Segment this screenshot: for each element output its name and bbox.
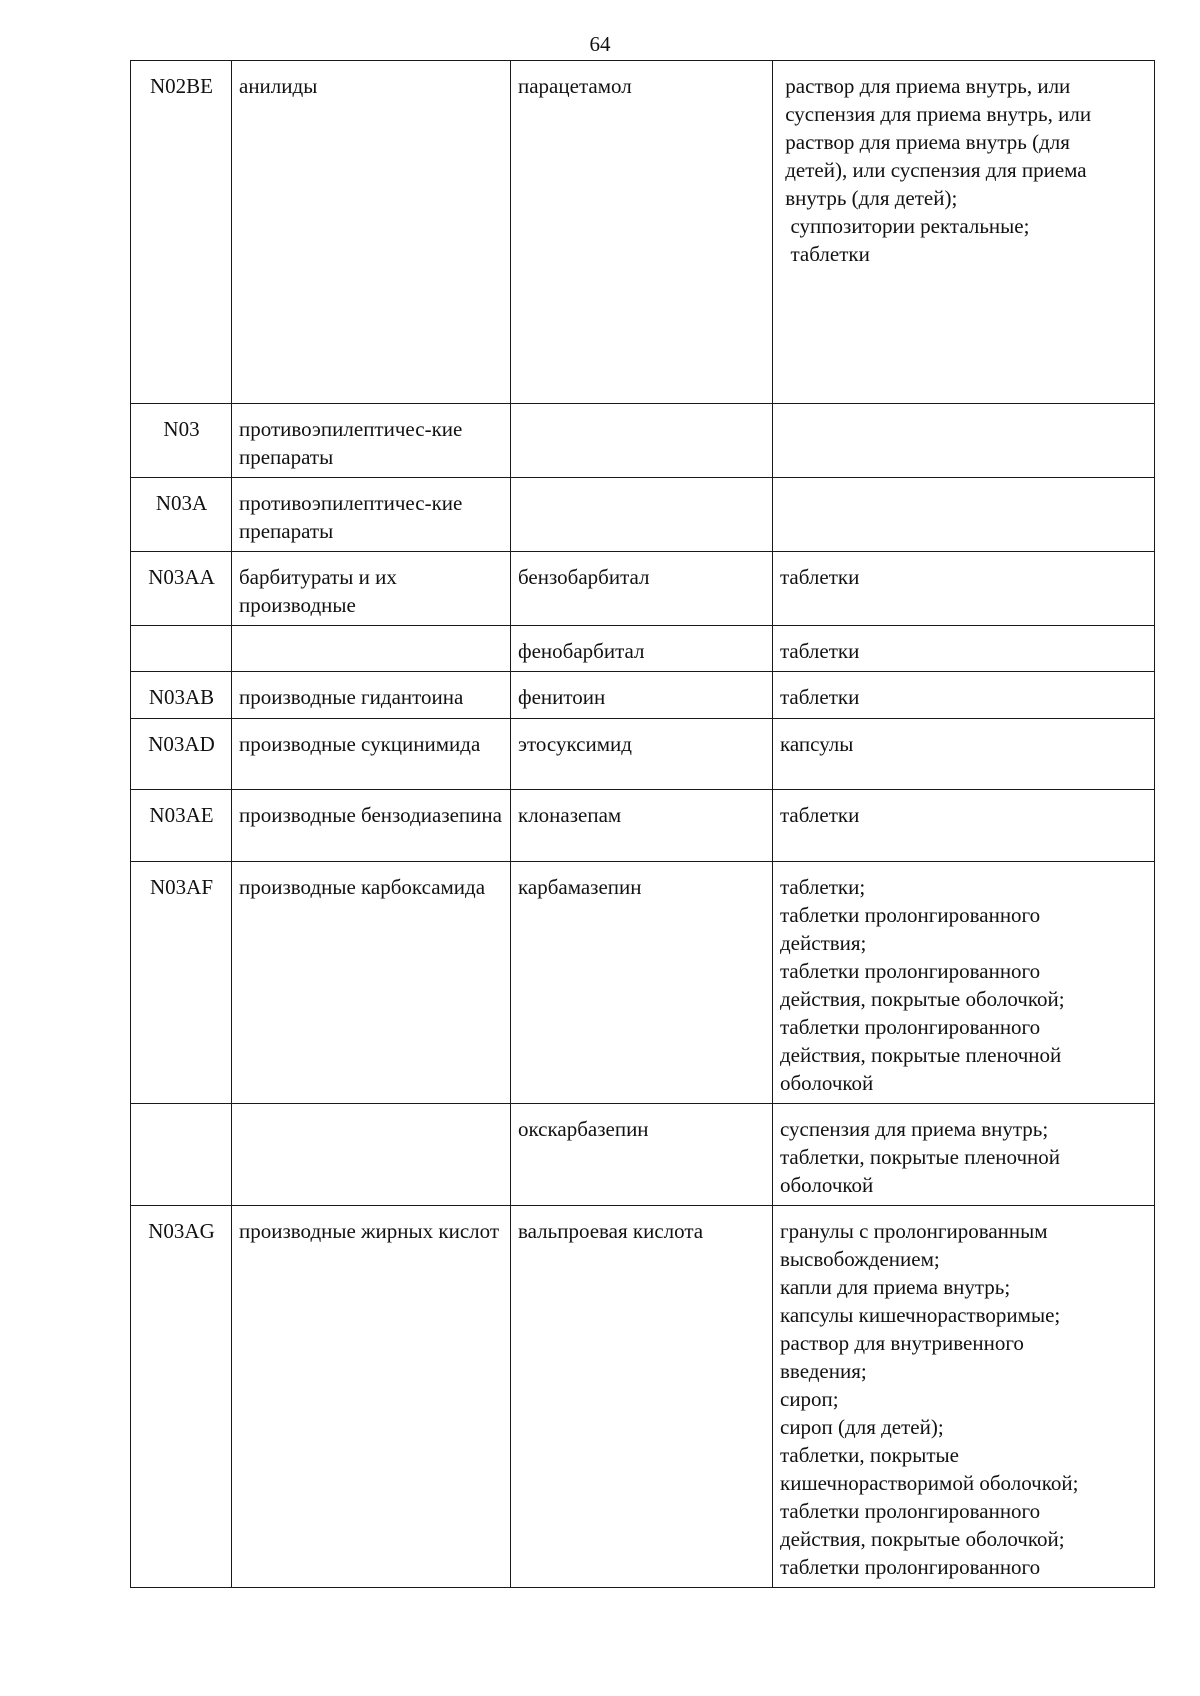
dosage-forms-cell — [773, 61, 1155, 404]
dosage-form-line: таблетки — [780, 803, 860, 827]
group-name-cell — [232, 626, 511, 672]
dosage-form-line: таблетки пролонгированного — [780, 903, 1041, 927]
table-row — [131, 404, 1155, 478]
drug-name-cell: вальпроевая кислота — [511, 1206, 773, 1588]
drug-name-cell — [511, 404, 773, 478]
dosage-forms-cell — [773, 552, 1155, 626]
dosage-form-line: сироп (для детей); — [780, 1415, 944, 1439]
table-row — [131, 862, 1155, 1104]
dosage-form-line: суспензия для приема внутрь, или — [780, 102, 1092, 126]
group-name-cell: производные карбоксамида — [232, 862, 511, 1104]
dosage-form-line: капсулы — [780, 732, 854, 756]
dosage-form-line: действия, покрытые пленочной — [780, 1043, 1062, 1067]
dosage-form-line: гранулы с пролонгированным — [780, 1219, 1048, 1243]
dosage-forms-cell — [773, 1104, 1155, 1206]
atc-code-cell: N03AF — [131, 862, 232, 1104]
group-name-cell: производные гидантоина — [232, 672, 511, 719]
drug-name-cell: клоназепам — [511, 790, 773, 862]
dosage-form-line: таблетки пролонгированного — [780, 1555, 1041, 1579]
dosage-form-line: раствор для приема внутрь (для — [780, 130, 1070, 154]
dosage-form-line: таблетки пролонгированного — [780, 1499, 1041, 1523]
atc-code-cell — [131, 1104, 232, 1206]
group-name-cell: барбитураты и их производные — [232, 552, 511, 626]
drug-name-cell: фенитоин — [511, 672, 773, 719]
dosage-form-line: капсулы кишечнорастворимые; — [780, 1303, 1061, 1327]
dosage-form-line: внутрь (для детей); — [780, 186, 958, 210]
drug-name-cell — [511, 478, 773, 552]
dosage-forms-cell — [773, 719, 1155, 790]
dosage-form-line: детей), или суспензия для приема — [780, 158, 1087, 182]
table-body — [131, 61, 1155, 1588]
dosage-form-line: таблетки — [780, 242, 870, 266]
dosage-forms-cell — [773, 626, 1155, 672]
dosage-form-line: введения; — [780, 1359, 867, 1383]
dosage-form-line: действия, покрытые оболочкой; — [780, 1527, 1065, 1551]
dosage-form-line: оболочкой — [780, 1071, 874, 1095]
dosage-form-line: таблетки — [780, 565, 860, 589]
group-name-cell: производные жирных кислот — [232, 1206, 511, 1588]
group-name-cell: противоэпилептичес-кие препараты — [232, 478, 511, 552]
dosage-form-line: таблетки — [780, 685, 860, 709]
group-name-cell: противоэпилептичес-кие препараты — [232, 404, 511, 478]
drug-name-cell: фенобарбитал — [511, 626, 773, 672]
atc-code-cell: N03AE — [131, 790, 232, 862]
drug-name-cell: парацетамол — [511, 61, 773, 404]
drug-name-cell: бензобарбитал — [511, 552, 773, 626]
table-row — [131, 552, 1155, 626]
dosage-form-line: оболочкой — [780, 1173, 874, 1197]
atc-code-cell: N02BE — [131, 61, 232, 404]
dosage-forms-cell — [773, 790, 1155, 862]
atc-code-cell: N03AA — [131, 552, 232, 626]
drug-name-cell: этосуксимид — [511, 719, 773, 790]
group-name-cell: производные сукцинимида — [232, 719, 511, 790]
dosage-form-line: кишечнорастворимой оболочкой; — [780, 1471, 1079, 1495]
dosage-form-line: таблетки, покрытые пленочной — [780, 1145, 1061, 1169]
table-row — [131, 719, 1155, 790]
dosage-form-line: таблетки пролонгированного — [780, 1015, 1041, 1039]
dosage-form-line: суппозитории ректальные; — [780, 214, 1030, 238]
dosage-forms-cell — [773, 478, 1155, 552]
dosage-form-line: капли для приема внутрь; — [780, 1275, 1011, 1299]
dosage-forms-cell — [773, 404, 1155, 478]
dosage-forms-cell — [773, 1206, 1155, 1588]
dosage-form-line: высвобождением; — [780, 1247, 940, 1271]
group-name-cell — [232, 1104, 511, 1206]
atc-code-cell: N03AD — [131, 719, 232, 790]
table-row — [131, 1104, 1155, 1206]
drug-table — [130, 60, 1155, 1588]
dosage-form-line: суспензия для приема внутрь; — [780, 1117, 1049, 1141]
atc-code-cell — [131, 626, 232, 672]
atc-code-cell: N03AG — [131, 1206, 232, 1588]
page-number: 64 — [589, 32, 611, 56]
group-name-cell: анилиды — [232, 61, 511, 404]
dosage-form-line: сироп; — [780, 1387, 839, 1411]
dosage-forms-cell — [773, 672, 1155, 719]
dosage-form-line: действия; — [780, 931, 867, 955]
dosage-form-line: таблетки пролонгированного — [780, 959, 1041, 983]
dosage-form-line: действия, покрытые оболочкой; — [780, 987, 1065, 1011]
table-row — [131, 626, 1155, 672]
dosage-forms-cell — [773, 862, 1155, 1104]
table-row — [131, 790, 1155, 862]
dosage-form-line: таблетки; — [780, 875, 866, 899]
table-row — [131, 1206, 1155, 1588]
atc-code-cell: N03AB — [131, 672, 232, 719]
table-row — [131, 478, 1155, 552]
dosage-form-line: раствор для приема внутрь, или — [780, 74, 1071, 98]
group-name-cell: производные бензодиазепина — [232, 790, 511, 862]
drug-name-cell: карбамазепин — [511, 862, 773, 1104]
drug-name-cell: окскарбазепин — [511, 1104, 773, 1206]
table-row — [131, 61, 1155, 404]
dosage-form-line: таблетки — [780, 639, 860, 663]
dosage-form-line: таблетки, покрытые — [780, 1443, 959, 1467]
atc-code-cell: N03A — [131, 478, 232, 552]
atc-code-cell: N03 — [131, 404, 232, 478]
table-row — [131, 672, 1155, 719]
dosage-form-line: раствор для внутривенного — [780, 1331, 1024, 1355]
